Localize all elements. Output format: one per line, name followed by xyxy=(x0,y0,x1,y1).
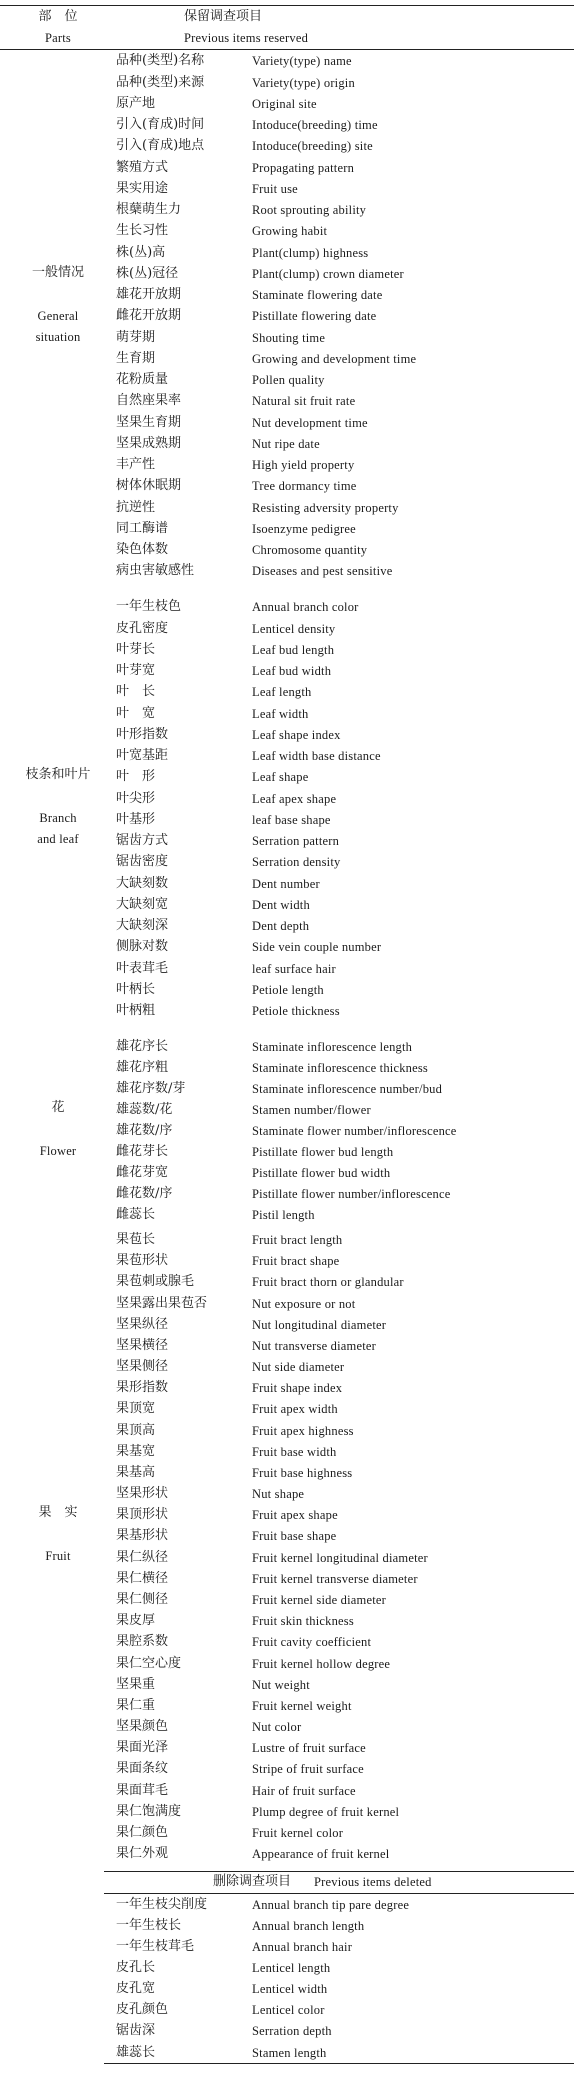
item-name-zh: 大缺刻宽 xyxy=(116,896,169,912)
table-row xyxy=(0,477,578,495)
item-name-zh: 果面光泽 xyxy=(116,1740,169,1756)
item-name-en: Pistillate flowering date xyxy=(252,309,377,324)
item-name-zh: 自然座果率 xyxy=(116,393,182,409)
table-top-rule xyxy=(0,5,574,6)
table-row xyxy=(0,1697,578,1715)
table-row xyxy=(0,705,578,723)
table-row xyxy=(0,456,578,474)
item-name-en: Fruit base width xyxy=(252,1444,337,1459)
item-name-en: Annual branch hair xyxy=(252,1940,353,1954)
part-label-en: Branch xyxy=(39,811,77,825)
item-name-en: Diseases and pest sensitive xyxy=(252,564,393,579)
item-name-zh: 品种(类型)来源 xyxy=(116,74,205,90)
item-name-zh: 大缺刻数 xyxy=(116,875,169,891)
deleted-table-row xyxy=(0,2044,578,2062)
item-name-zh: 皮孔宽 xyxy=(116,1981,156,1997)
table-row xyxy=(0,1782,578,1800)
item-name-zh: 皮孔长 xyxy=(116,1960,156,1976)
item-name-zh: 原产地 xyxy=(116,95,156,111)
table-row xyxy=(0,499,578,517)
table-row xyxy=(0,520,578,538)
table-row xyxy=(0,1122,578,1140)
part-label-en: Flower xyxy=(39,1144,77,1158)
item-name-zh: 株(丛)冠径 xyxy=(116,265,179,281)
item-name-en: Nut transverse diameter xyxy=(252,1338,376,1353)
table-row xyxy=(0,371,578,389)
header-items-zh: 保留调查项目 xyxy=(184,9,263,24)
item-name-en: Petiole length xyxy=(252,982,324,997)
item-name-zh: 叶宽基距 xyxy=(116,748,169,764)
table-row xyxy=(0,981,578,999)
table-row xyxy=(0,1400,578,1418)
item-name-zh: 雌花芽长 xyxy=(116,1143,169,1159)
table-row xyxy=(0,159,578,177)
table-header-rule xyxy=(0,49,574,50)
table-row xyxy=(0,1655,578,1673)
item-name-zh: 果面条纹 xyxy=(116,1761,169,1777)
item-name-zh: 雄花序粗 xyxy=(116,1059,169,1075)
header-items-en: Previous items reserved xyxy=(184,31,309,45)
item-name-zh: 染色体数 xyxy=(116,542,169,558)
item-name-en: Fruit bract shape xyxy=(252,1254,340,1269)
item-name-zh: 果仁饱满度 xyxy=(116,1803,182,1819)
table-row xyxy=(0,116,578,134)
table-row xyxy=(0,541,578,559)
item-name-zh: 坚果纵径 xyxy=(116,1316,169,1332)
item-name-zh: 皮孔颜色 xyxy=(116,2002,169,2018)
item-name-en: Fruit kernel side diameter xyxy=(252,1592,386,1607)
deleted-table-row xyxy=(0,1938,578,1956)
deleted-title-en: Previous items deleted xyxy=(314,1875,432,1889)
header-parts-en: Parts xyxy=(45,31,71,45)
item-name-zh: 生长习性 xyxy=(116,223,169,239)
item-name-zh: 锯齿密度 xyxy=(116,854,169,870)
item-name-en: Nut side diameter xyxy=(252,1360,345,1375)
item-name-en: Stripe of fruit surface xyxy=(252,1762,364,1777)
item-name-en: Dent depth xyxy=(252,919,310,934)
deleted-section-top-rule xyxy=(104,1871,574,1872)
item-name-en: Plant(clump) crown diameter xyxy=(252,266,404,281)
item-name-en: Hair of fruit surface xyxy=(252,1783,356,1798)
item-name-en: Plump degree of fruit kernel xyxy=(252,1804,400,1819)
table-row xyxy=(0,74,578,92)
item-name-en: Variety(type) name xyxy=(252,54,352,69)
item-name-zh: 果仁纵径 xyxy=(116,1549,169,1565)
table-row xyxy=(0,896,578,914)
item-name-zh: 雌蕊长 xyxy=(116,1206,156,1222)
deleted-table-row xyxy=(0,1917,578,1935)
table-row xyxy=(0,832,578,850)
item-name-en: Leaf apex shape xyxy=(252,791,337,806)
item-name-en: Leaf width xyxy=(252,706,309,721)
item-name-zh: 雄花序长 xyxy=(116,1039,169,1054)
item-name-en: Petiole thickness xyxy=(252,1004,340,1019)
table-row xyxy=(0,1612,578,1630)
table-row xyxy=(0,1527,578,1545)
item-name-zh: 雌花数/序 xyxy=(116,1185,173,1201)
table-row xyxy=(0,1676,578,1694)
item-name-en: Pistillate flower number/inflorescence xyxy=(252,1186,451,1201)
item-name-zh: 树体休眠期 xyxy=(116,478,182,494)
part-label-en: Fruit xyxy=(45,1549,71,1563)
table-row xyxy=(0,1231,578,1249)
deleted-table-row xyxy=(0,1959,578,1977)
item-name-zh: 同工酶谱 xyxy=(116,520,169,536)
item-name-en: Leaf bud length xyxy=(252,642,335,657)
item-name-en: Pistillate flower bud width xyxy=(252,1165,391,1180)
item-name-zh: 株(丛)高 xyxy=(116,244,166,260)
item-name-en: Plant(clump) highness xyxy=(252,245,369,260)
item-name-zh: 果苞形状 xyxy=(116,1253,169,1269)
item-name-zh: 雄花序数/芽 xyxy=(116,1080,186,1096)
deleted-section-header-rule xyxy=(104,1893,574,1894)
item-name-en: Appearance of fruit kernel xyxy=(252,1847,390,1862)
item-name-en: Leaf bud width xyxy=(252,664,332,679)
item-name-zh: 果仁侧径 xyxy=(116,1591,169,1607)
item-name-zh: 叶形指数 xyxy=(116,726,169,742)
item-name-en: Staminate inflorescence number/bud xyxy=(252,1081,443,1096)
table-row xyxy=(0,95,578,113)
item-name-zh: 叶芽长 xyxy=(116,641,156,657)
item-name-en: Dent number xyxy=(252,876,320,891)
item-name-zh: 果仁颜色 xyxy=(116,1824,169,1840)
part-label-zh: 果 实 xyxy=(38,1505,78,1520)
item-name-en: Staminate inflorescence length xyxy=(252,1040,413,1054)
item-name-zh: 果实用途 xyxy=(116,180,169,196)
item-name-zh: 萌芽期 xyxy=(116,329,156,345)
table-row xyxy=(0,1206,578,1224)
item-name-en: Pistil length xyxy=(252,1207,315,1222)
item-name-en: Growing habit xyxy=(252,224,328,239)
deleted-title-zh: 删除调查项目 xyxy=(213,1874,292,1889)
header-parts-zh: 部 位 xyxy=(38,9,78,24)
table-row xyxy=(0,286,578,304)
item-name-zh: 叶 宽 xyxy=(116,705,156,721)
item-name-en: Stamen number/flower xyxy=(252,1102,371,1117)
item-name-en: Fruit apex highness xyxy=(252,1423,354,1438)
item-name-en: Intoduce(breeding) site xyxy=(252,139,373,154)
item-name-en: Stamen length xyxy=(252,2045,327,2060)
item-name-zh: 叶柄粗 xyxy=(116,1003,156,1019)
table-row xyxy=(0,726,578,744)
item-name-en: Nut development time xyxy=(252,415,368,430)
item-name-zh: 果苞长 xyxy=(116,1232,156,1248)
item-name-zh: 一年生枝茸毛 xyxy=(116,1939,195,1954)
table-row xyxy=(0,350,578,368)
item-name-en: Annual branch color xyxy=(252,600,359,615)
item-name-zh: 皮孔密度 xyxy=(116,620,169,636)
item-name-en: Tree dormancy time xyxy=(252,479,357,494)
item-name-zh: 病虫害敏感性 xyxy=(116,563,195,579)
item-name-en: Serration pattern xyxy=(252,834,340,849)
table-row xyxy=(0,662,578,680)
table-row xyxy=(0,1143,578,1161)
table-row xyxy=(0,938,578,956)
table-row xyxy=(0,1803,578,1821)
table-row xyxy=(0,853,578,871)
item-name-zh: 叶表茸毛 xyxy=(116,960,169,976)
item-name-en: Fruit kernel weight xyxy=(252,1698,352,1713)
table-row xyxy=(0,1038,578,1056)
item-name-zh: 果顶形状 xyxy=(116,1507,169,1523)
item-name-en: leaf base shape xyxy=(252,812,331,827)
item-name-en: Original site xyxy=(252,96,317,111)
table-row xyxy=(0,768,578,786)
item-name-en: Variety(type) origin xyxy=(252,75,355,90)
table-row xyxy=(0,747,578,765)
table-row xyxy=(0,562,578,580)
table-row xyxy=(0,307,578,325)
item-name-en: Nut exposure or not xyxy=(252,1296,356,1311)
table-row xyxy=(0,201,578,219)
table-row xyxy=(0,1358,578,1376)
item-name-en: Nut color xyxy=(252,1720,302,1734)
item-name-en: Chromosome quantity xyxy=(252,543,368,558)
item-name-en: Staminate flower number/inflorescence xyxy=(252,1123,457,1138)
item-name-en: Fruit base shape xyxy=(252,1529,337,1544)
deleted-table-row xyxy=(0,2001,578,2019)
item-name-zh: 叶 形 xyxy=(116,769,156,785)
item-name-en: Side vein couple number xyxy=(252,940,382,955)
item-name-en: Fruit kernel color xyxy=(252,1825,344,1840)
table-row xyxy=(0,1316,578,1334)
item-name-zh: 雄蕊数/花 xyxy=(116,1101,173,1117)
item-name-en: Growing and development time xyxy=(252,351,417,366)
item-name-zh: 果顶高 xyxy=(116,1422,156,1438)
part-label-zh: 花 xyxy=(51,1100,65,1115)
item-name-zh: 果基高 xyxy=(116,1464,156,1480)
item-name-zh: 大缺刻深 xyxy=(116,918,169,934)
part-label-zh: 枝条和叶片 xyxy=(25,767,91,782)
item-name-zh: 丰产性 xyxy=(116,457,156,473)
table-row xyxy=(0,790,578,808)
item-name-zh: 果形指数 xyxy=(116,1380,169,1396)
item-name-en: Dent width xyxy=(252,897,310,912)
item-name-en: Nut ripe date xyxy=(252,436,320,451)
item-name-zh: 雌花芽宽 xyxy=(116,1164,169,1180)
part-label-zh: 一般情况 xyxy=(31,265,84,280)
table-bottom-rule xyxy=(104,2063,574,2064)
item-name-zh: 叶柄长 xyxy=(116,981,156,997)
item-name-zh: 叶芽宽 xyxy=(116,663,156,679)
item-name-zh: 引入(育成)时间 xyxy=(116,117,205,133)
item-name-zh: 果顶宽 xyxy=(116,1401,156,1417)
item-name-zh: 品种(类型)名称 xyxy=(116,53,205,69)
item-name-zh: 坚果颜色 xyxy=(116,1719,169,1734)
item-name-en: Nut shape xyxy=(252,1487,305,1502)
table-row xyxy=(0,917,578,935)
table-row xyxy=(0,1760,578,1778)
table-row xyxy=(0,329,578,347)
item-name-en: Lenticel color xyxy=(252,2003,325,2018)
item-name-en: Fruit kernel transverse diameter xyxy=(252,1571,418,1586)
item-name-en: Leaf shape index xyxy=(252,727,341,742)
table-row xyxy=(0,1252,578,1270)
item-name-en: Fruit apex width xyxy=(252,1402,338,1417)
item-name-zh: 果苞刺或腺毛 xyxy=(116,1274,195,1290)
item-name-en: Annual branch tip pare degree xyxy=(252,1897,410,1912)
item-name-en: Fruit apex shape xyxy=(252,1508,338,1523)
item-name-en: Root sprouting ability xyxy=(252,203,367,218)
table-row xyxy=(0,1824,578,1842)
item-name-zh: 果仁重 xyxy=(116,1697,156,1713)
table-row xyxy=(0,1164,578,1182)
item-name-en: Fruit skin thickness xyxy=(252,1614,354,1629)
item-name-en: Fruit kernel longitudinal diameter xyxy=(252,1550,428,1565)
table-row xyxy=(0,1506,578,1524)
item-name-zh: 雄蕊长 xyxy=(116,2044,156,2060)
item-name-zh: 引入(育成)地点 xyxy=(116,138,205,154)
item-name-en: leaf surface hair xyxy=(252,961,336,976)
table-row xyxy=(0,1101,578,1119)
item-name-en: Annual branch length xyxy=(252,1918,365,1933)
item-name-zh: 坚果露出果苞否 xyxy=(116,1295,208,1311)
item-name-en: Fruit bract length xyxy=(252,1233,343,1248)
part-label-en: and leaf xyxy=(37,832,79,846)
item-name-zh: 坚果横径 xyxy=(116,1337,169,1353)
deleted-table-row xyxy=(0,1896,578,1914)
item-name-en: Natural sit fruit rate xyxy=(252,394,356,409)
table-row xyxy=(0,1273,578,1291)
table-row xyxy=(0,598,578,616)
table-row xyxy=(0,1422,578,1440)
table-row xyxy=(0,1059,578,1077)
item-name-zh: 叶基形 xyxy=(116,811,156,827)
item-name-en: Fruit cavity coefficient xyxy=(252,1635,372,1650)
table-row xyxy=(0,1295,578,1313)
table-row xyxy=(0,137,578,155)
item-name-en: Propagating pattern xyxy=(252,160,355,175)
table-row xyxy=(0,1464,578,1482)
table-row xyxy=(0,1080,578,1098)
item-name-zh: 果仁外观 xyxy=(116,1846,169,1862)
table-row xyxy=(0,1337,578,1355)
item-name-zh: 锯齿方式 xyxy=(116,833,169,849)
item-name-zh: 一年生枝尖削度 xyxy=(116,1896,208,1912)
item-name-en: Serration density xyxy=(252,855,341,870)
table-row xyxy=(0,1633,578,1651)
item-name-zh: 一年生枝色 xyxy=(116,599,182,615)
item-name-en: Nut weight xyxy=(252,1677,310,1692)
table-row xyxy=(0,620,578,638)
item-name-zh: 繁殖方式 xyxy=(116,159,169,175)
deleted-table-row xyxy=(0,2022,578,2040)
table-row xyxy=(0,641,578,659)
item-name-en: Fruit base highness xyxy=(252,1465,353,1480)
table-row xyxy=(0,811,578,829)
table-row xyxy=(0,1845,578,1863)
item-name-en: Lenticel width xyxy=(252,1982,328,1997)
table-row xyxy=(0,392,578,410)
item-name-en: Lenticel density xyxy=(252,621,336,636)
item-name-en: Isoenzyme pedigree xyxy=(252,521,356,536)
item-name-en: Resisting adversity property xyxy=(252,500,399,515)
table-row xyxy=(0,1379,578,1397)
item-name-zh: 生育期 xyxy=(116,350,156,366)
part-label-en: situation xyxy=(35,330,81,344)
item-name-zh: 果仁横径 xyxy=(116,1570,169,1586)
table-row xyxy=(0,1485,578,1503)
item-name-en: Leaf width base distance xyxy=(252,749,381,764)
item-name-en: Leaf shape xyxy=(252,770,309,785)
item-name-en: Shouting time xyxy=(252,330,326,345)
item-name-zh: 叶 长 xyxy=(116,684,156,700)
item-name-en: High yield property xyxy=(252,458,355,473)
table-row xyxy=(0,1443,578,1461)
item-name-zh: 侧脉对数 xyxy=(116,939,169,955)
item-name-en: Serration depth xyxy=(252,2024,332,2039)
item-name-zh: 果仁空心度 xyxy=(116,1655,182,1671)
item-name-zh: 果基形状 xyxy=(116,1528,169,1544)
table-row xyxy=(0,1185,578,1203)
item-name-zh: 坚果形状 xyxy=(116,1486,169,1502)
item-name-zh: 一年生枝长 xyxy=(116,1917,182,1933)
table-row xyxy=(0,960,578,978)
part-label-en: General xyxy=(37,309,79,323)
item-name-en: Fruit kernel hollow degree xyxy=(252,1656,391,1671)
item-name-en: Leaf length xyxy=(252,685,312,700)
item-name-zh: 果皮厚 xyxy=(116,1613,156,1629)
item-name-zh: 坚果重 xyxy=(116,1676,156,1692)
item-name-en: Lenticel length xyxy=(252,1961,331,1976)
table-row xyxy=(0,435,578,453)
table-row xyxy=(0,683,578,701)
item-name-zh: 雄花数/序 xyxy=(116,1122,173,1138)
table-row xyxy=(0,1718,578,1736)
table-row xyxy=(0,265,578,283)
item-name-en: Pollen quality xyxy=(252,373,325,388)
item-name-en: Staminate inflorescence thickness xyxy=(252,1060,428,1075)
item-name-en: Pistillate flower bud length xyxy=(252,1144,394,1159)
item-name-zh: 坚果侧径 xyxy=(116,1359,169,1375)
table-row xyxy=(0,222,578,240)
item-name-zh: 雄花开放期 xyxy=(116,287,182,303)
table-row xyxy=(0,1002,578,1020)
item-name-zh: 坚果生育期 xyxy=(116,414,182,430)
item-name-en: Fruit shape index xyxy=(252,1381,343,1396)
item-name-zh: 叶尖形 xyxy=(116,790,156,806)
table-row xyxy=(0,180,578,198)
item-name-zh: 坚果成熟期 xyxy=(116,435,182,451)
table-row xyxy=(0,1591,578,1609)
table-row xyxy=(0,1739,578,1757)
table-row xyxy=(0,875,578,893)
item-name-zh: 抗逆性 xyxy=(116,499,156,515)
item-name-en: Nut longitudinal diameter xyxy=(252,1317,387,1332)
deleted-table-row xyxy=(0,1980,578,1998)
item-name-zh: 锯齿深 xyxy=(116,2023,156,2039)
table-row xyxy=(0,1570,578,1588)
item-name-zh: 根蘖萌生力 xyxy=(116,202,182,218)
item-name-en: Fruit bract thorn or glandular xyxy=(252,1275,404,1290)
item-name-en: Intoduce(breeding) time xyxy=(252,118,378,133)
item-name-zh: 果面茸毛 xyxy=(116,1782,169,1798)
item-name-zh: 果基宽 xyxy=(116,1443,156,1459)
item-name-zh: 花粉质量 xyxy=(116,372,169,388)
item-name-zh: 雌花开放期 xyxy=(116,308,182,324)
table-row xyxy=(0,244,578,262)
item-name-en: Lustre of fruit surface xyxy=(252,1741,366,1756)
table-row xyxy=(0,1549,578,1567)
table-row xyxy=(0,52,578,70)
table-row xyxy=(0,414,578,432)
item-name-en: Staminate flowering date xyxy=(252,288,383,303)
item-name-en: Fruit use xyxy=(252,181,298,196)
item-name-zh: 果腔系数 xyxy=(116,1634,169,1650)
